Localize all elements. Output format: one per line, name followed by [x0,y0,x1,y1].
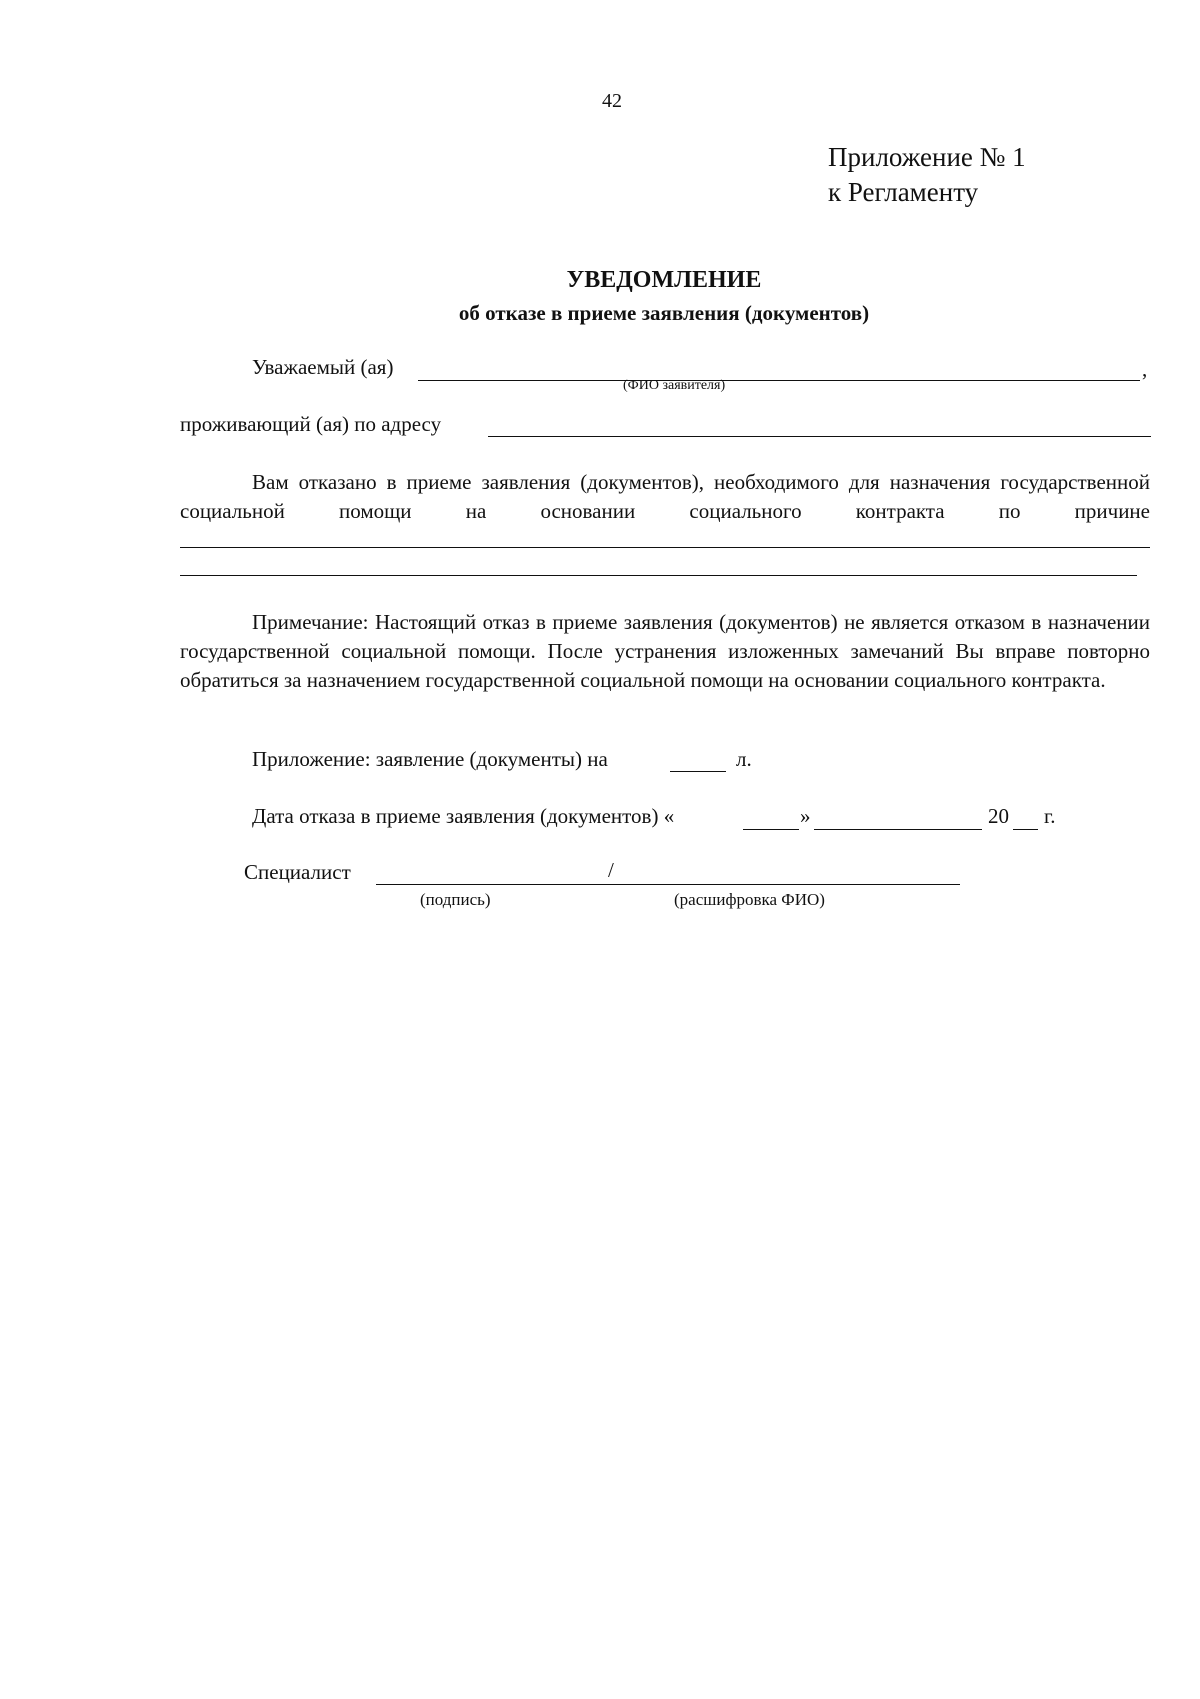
salutation-comma: , [1142,357,1148,381]
salutation-label: Уважаемый (ая) [252,355,394,379]
note-paragraph: Примечание: Настоящий отказ в приеме заявления (документов) не является отказом в назначении государственной социальной помощи. После устранения изложенных замечаний Вы вправе повторно обратиться за назначением государственной социальной помощи на основании социального контракта. [180,610,1150,692]
reason-field-line-1 [180,547,1150,548]
attachment-pages-field-line [670,771,726,772]
specialist-label: Специалист [244,860,351,884]
address-label: проживающий (ая) по адресу [180,412,442,436]
reason-field-line-2 [180,575,1137,576]
applicant-name-hint: (ФИО заявителя) [623,378,726,393]
signature-separator: / [608,858,614,882]
refusal-date-label: Дата отказа в приеме заявления (документов) « [252,804,675,828]
signature-hint: (подпись) [420,890,491,909]
refusal-day-field-line [743,829,799,830]
applicant-name-field-line [418,380,1140,381]
specialist-signature-field-line [376,884,960,885]
refusal-date-close-quote: » [800,804,811,828]
refusal-year-prefix: 20 [988,804,1009,828]
address-field-line [488,436,1151,437]
document-title: УВЕДОМЛЕНИЕ [566,267,762,293]
annex-line-1: Приложение № 1 [828,142,1026,172]
annex-block [828,140,1026,210]
attachment-label: Приложение: заявление (документы) на [252,747,608,771]
attachment-unit: л. [736,747,752,771]
refusal-year-field-line [1013,829,1038,830]
refusal-year-suffix: г. [1044,804,1056,828]
refusal-paragraph: Вам отказано в приеме заявления (документов), необходимого для назначения государственной социальной помощи на основании социального контракта по причине [180,470,1150,523]
annex-line-2: к Регламенту [828,177,979,207]
refusal-month-field-line [814,829,982,830]
name-decoding-hint: (расшифровка ФИО) [674,890,825,909]
page-number: 42 [602,90,622,112]
document-subtitle: об отказе в приеме заявления (документов) [458,301,870,325]
